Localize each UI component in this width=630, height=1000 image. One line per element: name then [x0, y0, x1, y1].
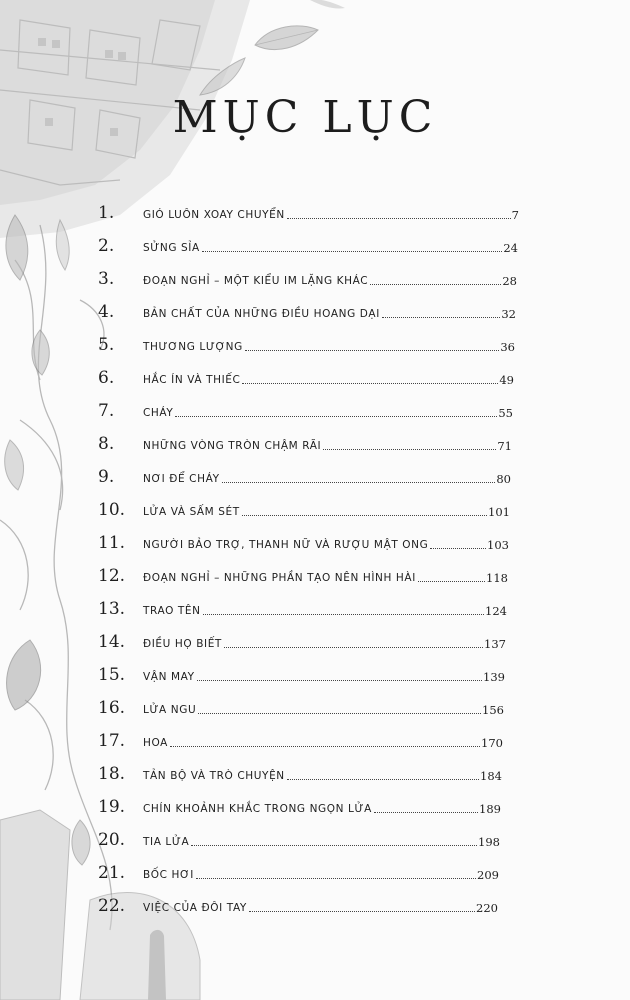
toc-entry [0, 396, 630, 426]
toc-entry [0, 363, 630, 393]
page-number: 101 [488, 505, 510, 519]
page-number: 32 [501, 307, 516, 321]
chapter-number: 8. [98, 434, 115, 454]
page-number: 55 [498, 406, 513, 420]
toc-entry [0, 825, 630, 855]
chapter-title: SỬNG SỈA [143, 242, 200, 254]
page-number: 80 [496, 472, 511, 486]
dot-leader [242, 383, 498, 384]
page-number: 36 [500, 340, 515, 354]
toc-entry [0, 660, 630, 690]
chapter-title: ĐOẠN NGHỈ – NHỮNG PHẦN TẠO NÊN HÌNH HÀI [143, 572, 416, 584]
chapter-title: VIỆC CỦA ĐÔI TAY [143, 902, 247, 914]
toc-entry [0, 297, 630, 327]
page-number: 28 [502, 274, 517, 288]
dot-leader [418, 581, 485, 582]
dot-leader [430, 548, 486, 549]
page-number: 124 [485, 604, 507, 618]
chapter-number: 2. [98, 236, 115, 256]
toc-entry [0, 330, 630, 360]
page-number: 49 [499, 373, 514, 387]
dot-leader [197, 680, 482, 681]
chapter-title: THƯƠNG LƯỢNG [143, 341, 243, 353]
page-number: 24 [503, 241, 518, 255]
chapter-title: HOA [143, 737, 168, 749]
toc-entry [0, 627, 630, 657]
dot-leader [203, 614, 484, 615]
chapter-number: 16. [98, 698, 126, 718]
chapter-number: 9. [98, 467, 115, 487]
toc-entry [0, 198, 630, 228]
page-number: 7 [511, 208, 519, 222]
chapter-title: TẢN BỘ VÀ TRÒ CHUYỆN [143, 770, 285, 782]
page-number: 220 [476, 901, 498, 915]
chapter-number: 18. [98, 764, 126, 784]
chapter-title: ĐIỀU HỌ BIẾT [143, 638, 222, 650]
chapter-number: 10. [98, 500, 126, 520]
page-number: 198 [478, 835, 500, 849]
dot-leader [370, 284, 501, 285]
chapter-title: TIA LỬA [143, 836, 190, 848]
toc-entry [0, 594, 630, 624]
chapter-number: 5. [98, 335, 115, 355]
dot-leader [287, 779, 479, 780]
chapter-title: NHỮNG VÒNG TRÒN CHẬM RÃI [143, 440, 322, 452]
page-title: MỤC LỤC [172, 92, 438, 143]
chapter-title: NGƯỜI BẢO TRỢ, THANH NỮ VÀ RƯỢU MẬT ONG [143, 539, 429, 551]
dot-leader [245, 350, 499, 351]
chapter-title: TRAO TÊN [143, 605, 201, 617]
chapter-number: 7. [98, 401, 115, 421]
page-number: 137 [484, 637, 506, 651]
dot-leader [175, 416, 497, 417]
chapter-title: HẮC ÍN VÀ THIẾC [143, 374, 241, 386]
page-number: 170 [481, 736, 503, 750]
chapter-number: 17. [98, 731, 126, 751]
chapter-number: 15. [98, 665, 126, 685]
chapter-number: 21. [98, 863, 126, 883]
toc-entry [0, 858, 630, 888]
page-number: 189 [479, 802, 501, 816]
dot-leader [374, 812, 478, 813]
toc-entry [0, 231, 630, 261]
chapter-title: VẬN MAY [143, 671, 195, 683]
chapter-title: BỐC HƠI [143, 869, 194, 881]
chapter-number: 19. [98, 797, 126, 817]
chapter-number: 12. [98, 566, 126, 586]
dot-leader [382, 317, 500, 318]
chapter-title: GIÓ LUÔN XOAY CHUYỂN [143, 209, 285, 221]
page-number: 103 [487, 538, 509, 552]
toc-entry [0, 528, 630, 558]
chapter-number: 20. [98, 830, 126, 850]
page-number: 71 [497, 439, 512, 453]
dot-leader [287, 218, 511, 219]
chapter-number: 22. [98, 896, 126, 916]
chapter-number: 1. [98, 203, 115, 223]
chapter-number: 6. [98, 368, 115, 388]
page-number: 139 [483, 670, 505, 684]
chapter-number: 4. [98, 302, 115, 322]
chapter-title: LỬA NGU [143, 704, 197, 716]
chapter-title: NƠI ĐỂ CHÁY [143, 473, 220, 485]
dot-leader [170, 746, 480, 747]
dot-leader [224, 647, 483, 648]
page-number: 184 [480, 769, 502, 783]
chapter-number: 3. [98, 269, 115, 289]
chapter-title: LỬA VÀ SẤM SÉT [143, 506, 240, 518]
toc-entry [0, 561, 630, 591]
chapter-number: 14. [98, 632, 126, 652]
toc-entry [0, 792, 630, 822]
chapter-title: BẢN CHẤT CỦA NHỮNG ĐIỀU HOANG DẠI [143, 308, 380, 320]
toc-entry [0, 462, 630, 492]
toc-entry [0, 429, 630, 459]
dot-leader [196, 878, 476, 879]
toc-entry [0, 264, 630, 294]
toc-entry [0, 726, 630, 756]
page-number: 118 [486, 571, 508, 585]
dot-leader [249, 911, 475, 912]
chapter-title: CHÍN KHOẢNH KHẮC TRONG NGỌN LỬA [143, 803, 372, 815]
toc-entry [0, 759, 630, 789]
toc-entry [0, 693, 630, 723]
toc-entry [0, 495, 630, 525]
dot-leader [222, 482, 496, 483]
chapter-number: 11. [98, 533, 126, 553]
dot-leader [191, 845, 477, 846]
chapter-title: ĐOẠN NGHỈ – MỘT KIỂU IM LẶNG KHÁC [143, 275, 369, 287]
dot-leader [242, 515, 487, 516]
dot-leader [202, 251, 503, 252]
chapter-number: 13. [98, 599, 126, 619]
page-number: 156 [482, 703, 504, 717]
chapter-title: CHÁY [143, 407, 174, 419]
toc-entry [0, 891, 630, 921]
dot-leader [198, 713, 481, 714]
dot-leader [323, 449, 496, 450]
page-number: 209 [477, 868, 499, 882]
